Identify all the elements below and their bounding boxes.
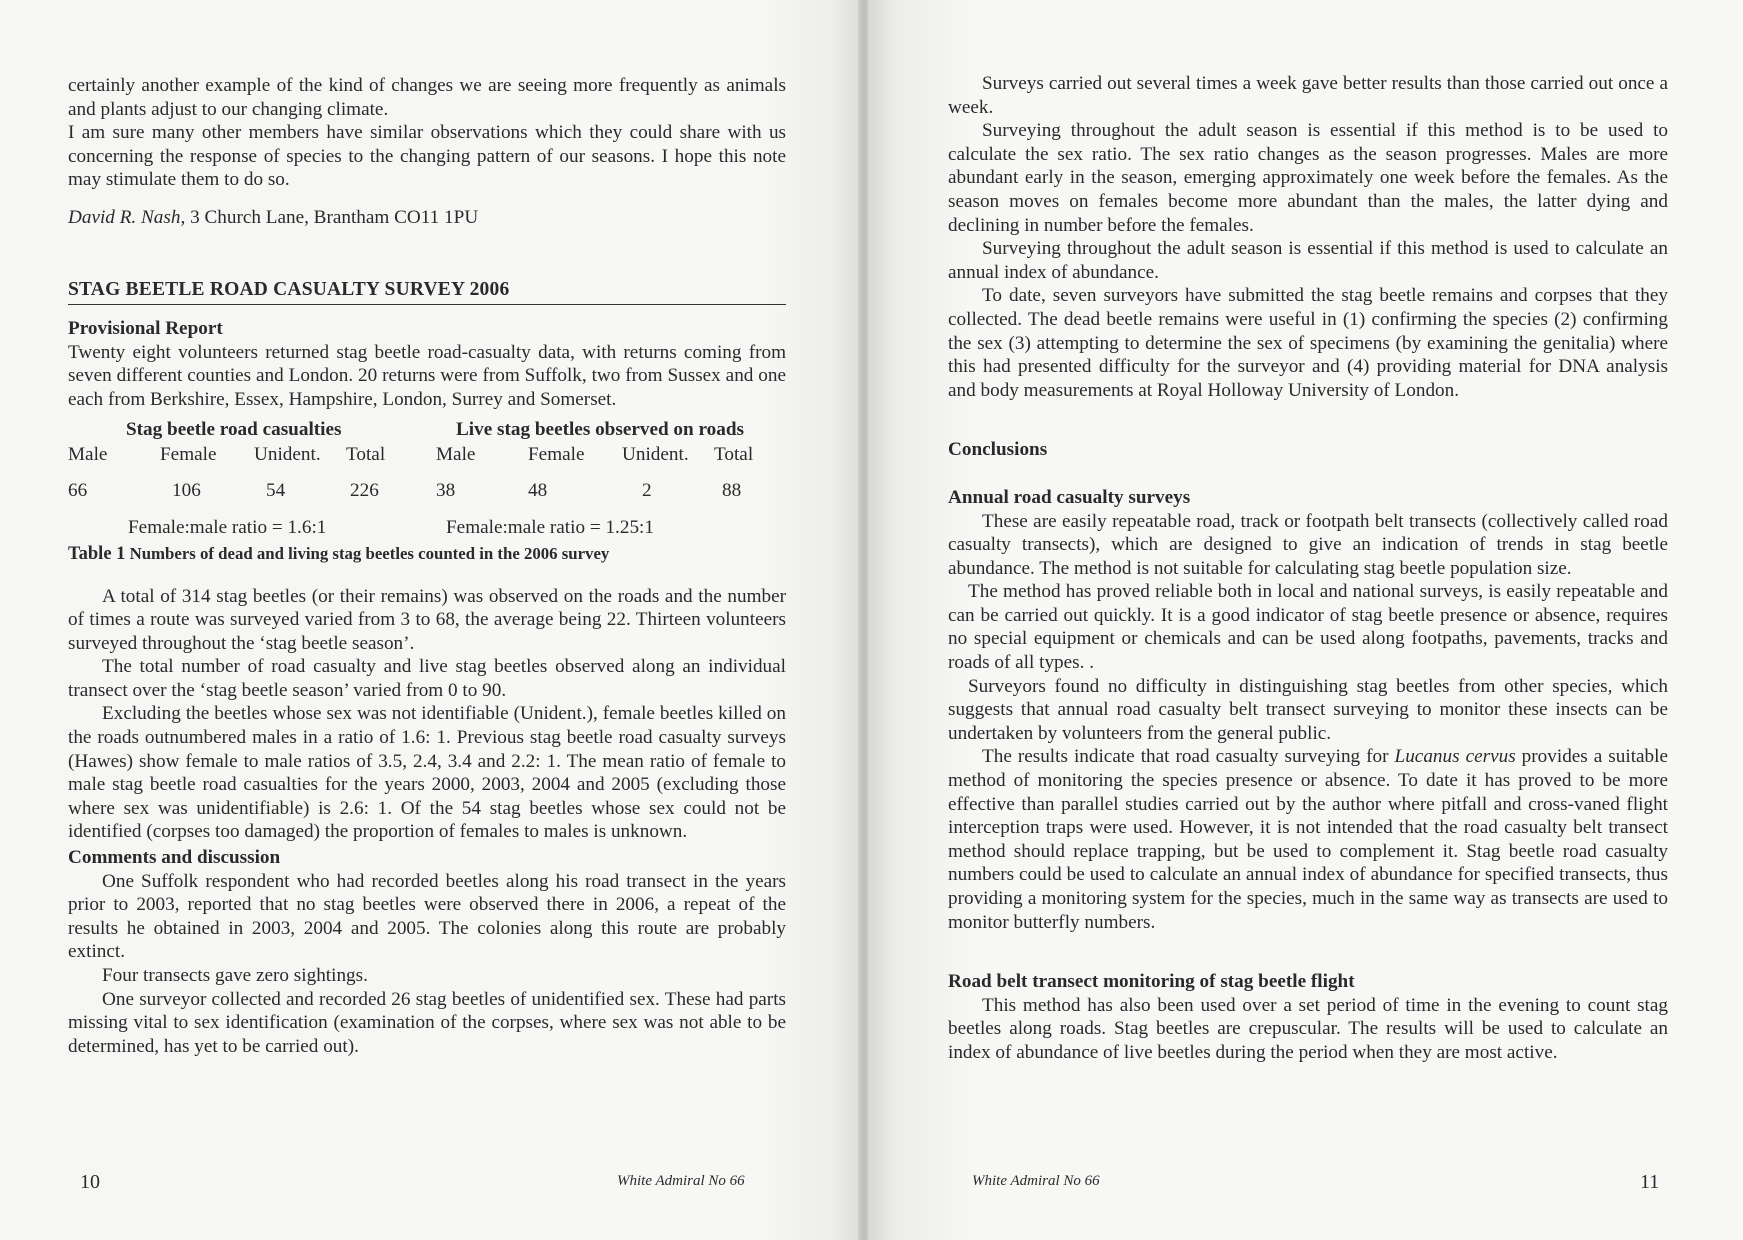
table-value-row <box>68 479 786 517</box>
intro-paragraph-2: I am sure many other members have similar observations which they could share with us concerning the response of species to the changing pattern of our seasons. I hope this note may stimulate them to do so. <box>68 122 786 191</box>
beetle-count-table <box>68 418 786 517</box>
species-name: Lucanus cervus <box>1394 746 1516 768</box>
table-cell: 66 <box>68 479 88 501</box>
results-lead: The results indicate that road casualty surveying for <box>982 746 1395 768</box>
author-address: , 3 Church Lane, Brantham CO11 1PU <box>180 206 479 228</box>
right-column <box>948 72 1668 1065</box>
ratio-live: Female:male ratio = 1.25:1 <box>446 517 654 539</box>
ratio-row <box>68 516 786 540</box>
table-cell: 226 <box>350 479 379 501</box>
table-caption <box>68 542 786 567</box>
left-page <box>0 0 860 1240</box>
comments-paragraph-2: Four transects gave zero sightings. <box>102 965 368 986</box>
results-rest: provides a suitable method of monitoring the species presence or absence. To date it has proved to be more effective than parallel studies carried out by the author where pitfall and cross-vaned flight interception traps were used. However, it is not intended that the road casualty belt transect method should replace trapping, but be used to complement it. Stag beetle road casualty numbers could be used to calculate an annual index of abundance for specified transects, thus providing a monitoring system for the species, much in the same way as transects are used to monitor butterfly numbers. <box>948 746 1668 933</box>
comments-heading: Comments and discussion <box>68 847 281 869</box>
page-number-right: 11 <box>1640 1171 1660 1193</box>
table-header-cell: Unident. <box>254 444 321 466</box>
flight-heading: Road belt transect monitoring of stag beetle flight <box>948 971 1355 993</box>
conclusions-heading: Conclusions <box>948 439 1048 461</box>
right-paragraph-4: To date, seven surveyors have submitted the stag beetle remains and corpses that they collected. The dead beetle remains were useful in (1) confirming the species (2) confirming the sex (3) attempting to determine the sex of specimens (by examining the genitalia) where this had presented difficulty for the surveyor and (4) providing material for DNA analysis and body measurements at Royal Holloway University of London. <box>948 285 1668 401</box>
table-cell: 106 <box>172 479 201 501</box>
group-dead-label: Stag beetle road casualties <box>126 418 342 440</box>
table-header-row <box>68 443 786 479</box>
table-cell: 2 <box>642 479 652 501</box>
annual-paragraph-3: Surveyors found no difficulty in distinguishing stag beetles from other species, which suggests that annual road casualty belt transect surveying to monitor these insects can be undertaken by volunteers from the general public. <box>948 675 1668 744</box>
table-cell: 38 <box>436 479 456 501</box>
table-header-cell: Unident. <box>622 444 689 466</box>
provisional-text: Twenty eight volunteers returned stag beetle road-casualty data, with returns coming from seven different counties and London. 20 returns were from Suffolk, two from Sussex and one each from Berkshire, Essex, Hampshire, London, Surrey and Somerset. <box>68 341 786 410</box>
section-title: STAG BEETLE ROAD CASUALTY SURVEY 2006 <box>68 278 786 306</box>
results-paragraph-3: Excluding the beetles whose sex was not identifiable (Unident.), female beetles killed on the roads outnumbered males in a ratio of 1.6: 1. Previous stag beetle road casualty surveys (Hawes) show female to male ratios of 3.5, 2.4, 3.4 and 2.2: 1. The mean ratio of female to male stag beetle road casualties for the years 2000, 2003, 2004 and 2005 (excluding those where sex was unidentifiable) is 2.6: 1. Of the 54 stag beetles whose sex could not be identified (corpses too damaged) the proportion of females to males is unknown. <box>68 703 786 843</box>
annual-paragraph-1: These are easily repeatable road, track or footpath belt transects (collectively called road casualty transects), which are designed to give an indication of trends in stag beetle abundance. The method is not suitable for calculating stag beetle population size. <box>948 510 1668 579</box>
page-number-left: 10 <box>80 1171 100 1193</box>
table-header-cell: Male <box>436 444 476 466</box>
results-paragraph <box>948 745 1668 934</box>
right-paragraph-2: Surveying throughout the adult season is essential if this method is to be used to calculate the sex ratio. The sex ratio changes as the season progresses. Males are more abundant early in the season, emerging approximately one week before the females. As the season moves on females become more abundant than the males, the latter dying and declining in number before the females. <box>948 120 1668 236</box>
left-column <box>68 74 786 1058</box>
ratio-dead: Female:male ratio = 1.6:1 <box>128 517 327 539</box>
results-paragraph-2: The total number of road casualty and live stag beetles observed along an individual transect over the ‘stag beetle season’ varied from 0 to 90. <box>68 656 786 701</box>
right-paragraph-1: Surveys carried out several times a week gave better results than those carried out once a week. <box>948 73 1668 118</box>
flight-paragraph: This method has also been used over a set period of time in the evening to count stag beetles along roads. Stag beetles are crepuscular. The results will be used to calculate an index of abundance of live beetles during the period when they are most active. <box>948 994 1668 1063</box>
annual-paragraph-2: The method has proved reliable both in local and national surveys, is easily repeatable and can be carried out quickly. It is a good indicator of stag beetle presence or absence, requires no special equipment or chemicals and can be used along footpaths, pavements, tracks and roads of all types. . <box>948 581 1668 674</box>
intro-paragraph-1: certainly another example of the kind of changes we are seeing more frequently as animals and plants adjust to our changing climate. <box>68 75 786 120</box>
table-header-cell: Female <box>528 444 585 466</box>
right-paragraph-3: Surveying throughout the adult season is essential if this method is used to calculate an annual index of abundance. <box>948 238 1668 283</box>
table-cell: 88 <box>722 479 742 501</box>
table-header-cell: Total <box>346 444 386 466</box>
comments-paragraph-1: One Suffolk respondent who had recorded beetles along his road transect in the years prior to 2003, reported that no stag beetles were observed there in 2006, a repeat of the results he obtained in 2003, 2004 and 2005. The colonies along this route are probably extinct. <box>68 870 786 963</box>
table-caption-text: Numbers of dead and living stag beetles counted in the 2006 survey <box>125 543 610 563</box>
table-header-cell: Female <box>160 444 217 466</box>
table-header-cell: Total <box>714 444 754 466</box>
table-cell: 54 <box>266 479 286 501</box>
group-live-label: Live stag beetles observed on roads <box>456 418 744 440</box>
footer-left: White Admiral No 66 <box>617 1173 745 1189</box>
results-paragraph-1: A total of 314 stag beetles (or their remains) was observed on the roads and the number of times a route was surveyed varied from 3 to 68, the average being 22. Thirteen volunteers surveyed throughout the ‘stag beetle season’. <box>68 585 786 654</box>
table-cell: 48 <box>528 479 548 501</box>
footer-right: White Admiral No 66 <box>972 1173 1100 1189</box>
table-group-row <box>68 418 786 444</box>
comments-paragraph-3: One surveyor collected and recorded 26 stag beetles of unidentified sex. These had parts missing vital to sex identification (examination of the corpses, where sex was not able to be determined, has yet to be carried out). <box>68 988 786 1057</box>
author-line <box>68 206 786 230</box>
table-caption-lead: Table 1 <box>68 543 126 564</box>
table-header-cell: Male <box>68 444 108 466</box>
provisional-heading: Provisional Report <box>68 318 223 340</box>
author-name: David R. Nash <box>68 206 181 228</box>
annual-heading: Annual road casualty surveys <box>948 486 1191 508</box>
